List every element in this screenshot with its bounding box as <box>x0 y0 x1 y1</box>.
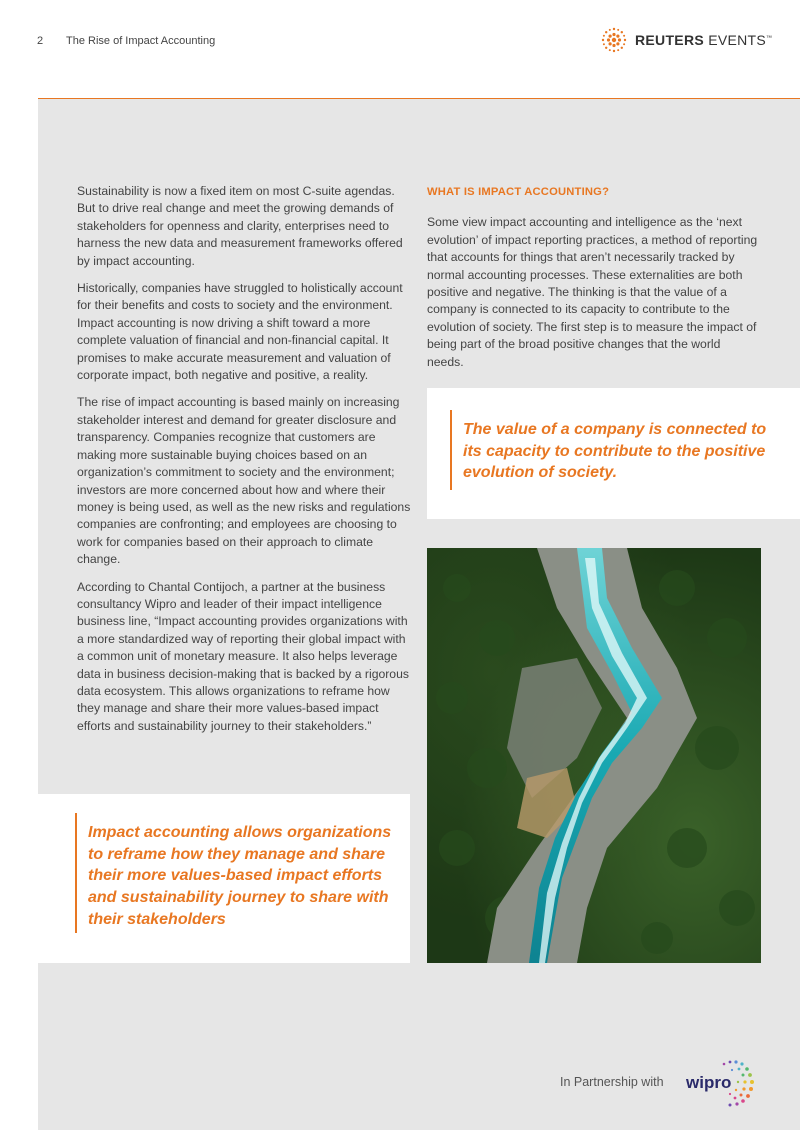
pullquote-bar <box>450 410 452 490</box>
svg-text:wipro: wipro <box>686 1073 732 1092</box>
logo-wordmark: REUTERS EVENTS™ <box>635 32 773 48</box>
paragraph: According to Chantal Contijoch, a partner at the business consultancy Wipro and leader of their impact intelligence business line, “Impact accounting provides organizations with a more standardized way of reporting their global impact with a common unit of monetary measure. It also helps leverage data in business decision-making that is backed by a rigorous data ecosystem. This allows organizations to reframe how they manage and share their more values-based impact efforts and sustainability journey to their stakeholders.” <box>77 579 409 733</box>
running-title: The Rise of Impact Accounting <box>66 35 216 47</box>
reuters-events-logo <box>600 26 772 54</box>
paragraph: The rise of impact accounting is based mainly on increasing stakeholder interest and demand for greater disclosure and transparency. Companies recognize that customers are making more sustainable buying choices based on an organization’s commitment to society and the environment; investors are more concerned about how and where their money is being used, as well as the new risks and regulations companies are confronting; and employees are choosing to work for companies based on their approach to climate change. <box>77 395 411 567</box>
pullquote-right: The value of a company is connected to its capacity to contribute to the positive evolution of society. <box>463 421 767 482</box>
left-column <box>77 183 411 745</box>
page-number: 2 <box>37 35 44 47</box>
right-column <box>427 184 760 381</box>
reuters-dots-icon <box>600 26 628 54</box>
section-heading: WHAT IS IMPACT ACCOUNTING? <box>427 186 610 198</box>
wipro-dots-icon <box>686 1056 758 1112</box>
paragraph: Some view impact accounting and intelligence as the ‘next evolution’ of impact reporting practices, a method of reporting that accounts for things that aren’t necessarily tracked by normal accounting processes. These externalities are both positive and negative. The thinking is that the value of a company is connected to its capacity to contribute to the evolution of society. The first step is to measure the impact of being part of the broad positive changes that the world needs. <box>427 215 758 369</box>
pullquote-left: Impact accounting allows organizations to reframe how they manage and share their more values-based impact efforts and sustainability journey to share with their stakeholders <box>88 824 392 928</box>
wipro-logo <box>686 1056 758 1117</box>
pullquote-bar <box>75 813 77 933</box>
paragraph: Historically, companies have struggled to holistically account for their benefits and costs to society and the environment. Impact accounting is now driving a shift toward a more complete valuation of financial and non-financial capital. It promises to make accurate measurement and valuation of corporate impact, both negative and positive, a reality. <box>77 281 403 383</box>
river-aerial-image <box>427 548 761 963</box>
partnership-label: In Partnership with <box>560 1075 664 1089</box>
paragraph: Sustainability is now a fixed item on most C-suite agendas. But to drive real change and meet the growing demands of stakeholders for openness and clarity, enterprises need to harness the new data and measurement frameworks offered by impact accounting. <box>77 184 403 268</box>
